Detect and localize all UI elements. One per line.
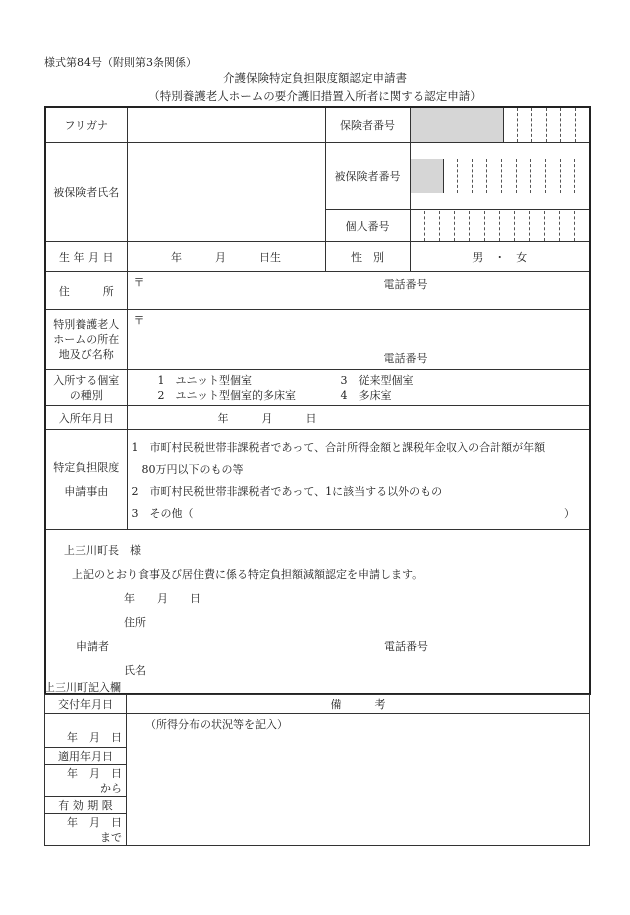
furigana-label: フリガナ	[45, 107, 127, 143]
insurer-number-label: 保険者番号	[325, 107, 410, 143]
address-phone-label: 電話番号	[383, 278, 428, 291]
reason-item-1-cont: 80万円以下のもの等	[141, 462, 244, 476]
insured-shaded-box	[411, 159, 443, 193]
reason-item-3-text: 3 その他（	[131, 506, 194, 520]
remarks-note: （所得分布の状況等を記入）	[145, 718, 288, 731]
address-postal-mark: 〒	[133, 276, 145, 289]
valid-until-label: 有 効 期 限	[45, 797, 127, 814]
form-title: 介護保険特定負担限度額認定申請書	[223, 71, 407, 85]
form-subtitle: （特別養護老人ホームの要介護旧措置入所者に関する認定申請）	[148, 89, 482, 103]
reason-item-3[interactable]	[128, 502, 590, 524]
valid-until-ymd: 年 月 日	[67, 815, 122, 829]
declaration-statement: 上記のとおり食事及び居住費に係る特定負担額減額認定を申請します。	[72, 568, 424, 581]
facility-field[interactable]	[127, 310, 590, 370]
birth-date-field[interactable]: 年 月 日生	[127, 242, 325, 272]
issue-date-value[interactable]: 年 月 日	[45, 714, 127, 748]
insured-number-label: 被保険者番号	[325, 143, 410, 210]
declaration-address-label: 住所	[124, 616, 146, 629]
valid-until-until: まで	[100, 830, 122, 844]
apply-date-label: 適用年月日	[45, 748, 127, 765]
office-use-table	[44, 694, 590, 846]
address-field[interactable]	[127, 272, 590, 310]
room-option-multi-bed[interactable]: 4 多床室	[340, 388, 392, 402]
reason-item-2[interactable]: 2 市町村民税世帯非課税者であって、1に該当する以外のもの	[131, 484, 443, 498]
application-table	[44, 106, 591, 695]
insurer-digit-boxes	[503, 108, 590, 142]
declaration-date[interactable]: 年 月 日	[124, 592, 201, 605]
insured-digit-boxes	[443, 159, 590, 193]
address-label: 住 所	[45, 272, 127, 310]
reason-label-line1: 特定負担限度	[53, 460, 120, 474]
addressee: 上三川町長 様	[64, 544, 141, 557]
furigana-field[interactable]	[127, 107, 325, 143]
admission-date-label: 入所年月日	[45, 406, 127, 430]
reason-label-line2: 申請事由	[64, 484, 109, 498]
room-type-label: 入所する個室の種別	[45, 370, 127, 406]
valid-until-value[interactable]	[45, 814, 127, 846]
facility-phone-label: 電話番号	[383, 352, 428, 365]
room-option-unit-semi-private[interactable]: 2 ユニット型個室的多床室	[157, 388, 297, 402]
reason-item-3-close: ）	[564, 506, 575, 520]
admission-date-field[interactable]: 年 月 日	[127, 406, 590, 430]
reason-item-1[interactable]: 1 市町村民税世帯非課税者であって、合計所得金額と課税年金収入の合計額が年額	[131, 440, 546, 454]
form-number: 様式第84号（附則第3条関係）	[44, 56, 197, 69]
gender-label: 性 別	[325, 242, 410, 272]
facility-postal-mark: 〒	[133, 314, 145, 327]
insured-number-field[interactable]	[410, 143, 590, 210]
issue-date-label: 交付年月日	[45, 695, 127, 714]
room-option-unit-private[interactable]: 1 ユニット型個室	[157, 373, 253, 387]
declaration-cell	[45, 530, 590, 694]
reason-options	[127, 430, 590, 530]
remarks-field[interactable]	[127, 714, 590, 846]
birth-date-label: 生 年 月 日	[45, 242, 127, 272]
office-section-label: 上三川町記入欄	[44, 681, 121, 694]
insured-name-field[interactable]	[127, 143, 325, 242]
room-option-traditional-private[interactable]: 3 従来型個室	[340, 373, 414, 387]
declaration-phone-label: 電話番号	[384, 640, 428, 653]
insurer-shaded-box	[411, 108, 503, 142]
apply-date-ymd: 年 月 日	[67, 766, 122, 780]
insured-name-label: 被保険者氏名	[45, 143, 127, 242]
personal-number-field[interactable]	[410, 210, 590, 242]
reason-label	[45, 430, 127, 530]
remarks-label: 備 考	[127, 695, 590, 714]
personal-digit-boxes	[411, 211, 590, 241]
insurer-number-field[interactable]	[410, 107, 590, 143]
apply-date-from: から	[100, 781, 122, 795]
facility-label: 特別養護老人ホームの所在地及び名称	[45, 310, 127, 370]
room-type-options	[127, 370, 590, 406]
apply-date-value[interactable]	[45, 765, 127, 797]
declaration-name-label: 氏名	[124, 664, 146, 677]
personal-number-label: 個人番号	[325, 210, 410, 242]
applicant-label: 申請者	[76, 640, 109, 653]
gender-field[interactable]: 男 ・ 女	[410, 242, 590, 272]
